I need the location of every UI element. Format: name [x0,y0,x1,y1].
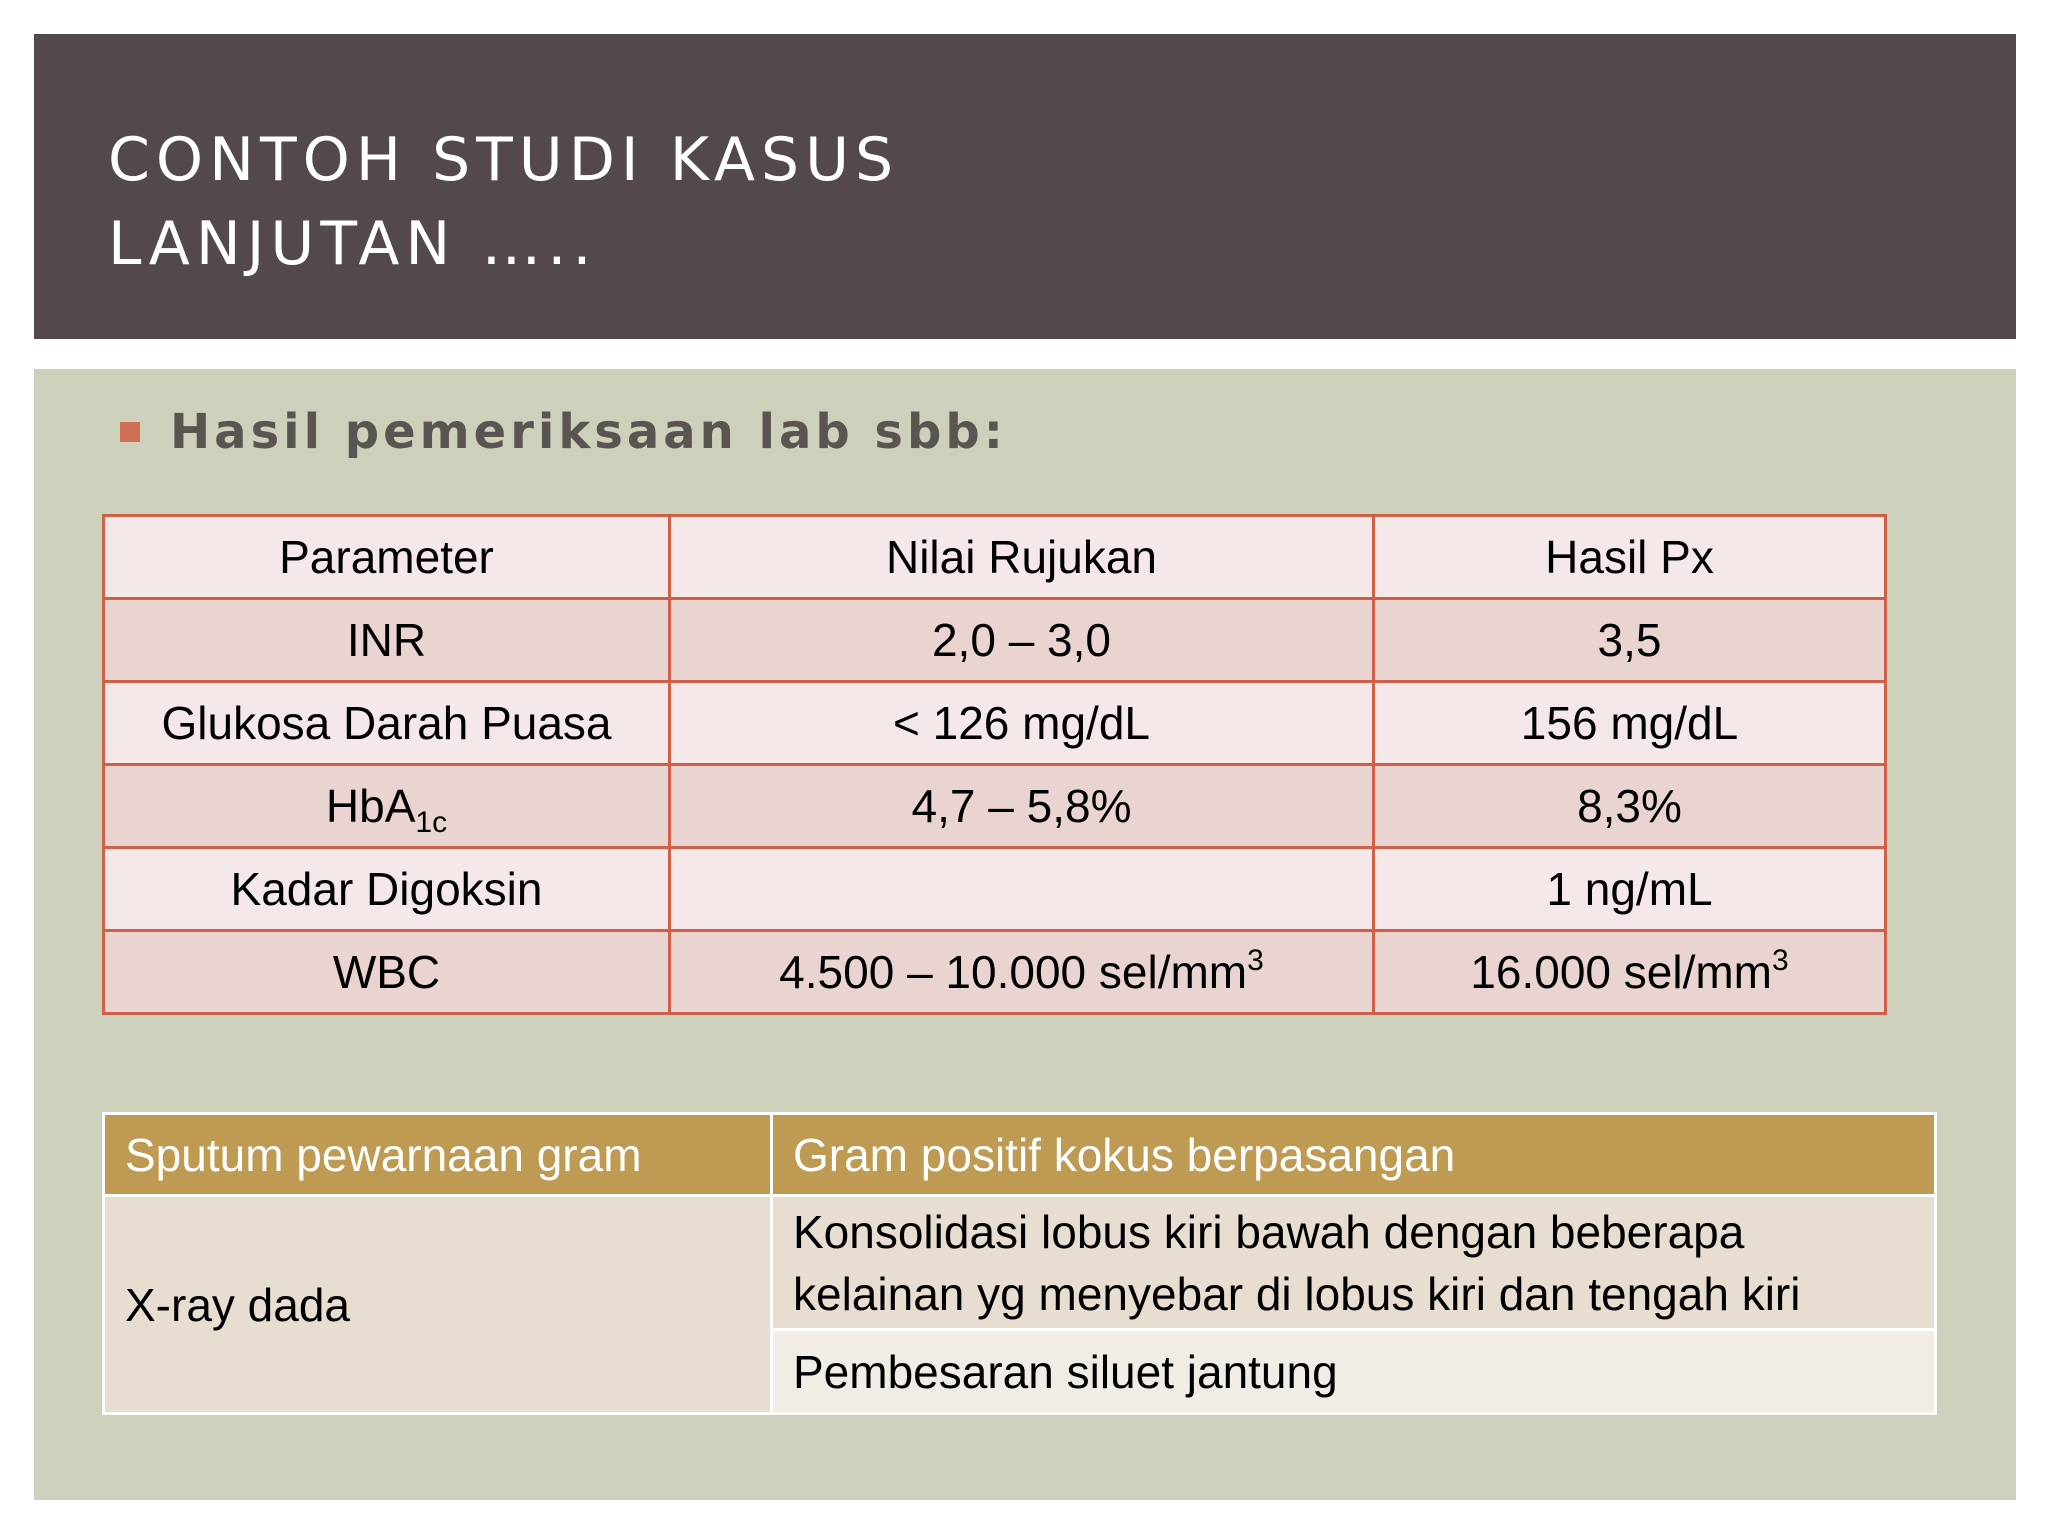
header-parameter: Parameter [104,516,670,599]
table-row [104,765,1886,848]
lab-results-table [102,514,1887,1015]
slide-title-line-2: LANJUTAN ….. [108,209,598,279]
reference-superscript: 3 [1247,944,1264,977]
parameter-text: HbA [325,780,416,832]
parameter-cell: INR [104,599,670,682]
parameter-cell: Kadar Digoksin [104,848,670,931]
table-row [104,1196,1936,1330]
reference-text: 4.500 – 10.000 sel/mm [779,946,1248,998]
findings-table [102,1112,1937,1415]
square-bullet-icon [120,422,140,442]
parameter-cell: WBC [104,931,670,1014]
table-row [104,931,1886,1014]
reference-cell [670,931,1374,1014]
reference-cell: 2,0 – 3,0 [670,599,1374,682]
result-cell: 156 mg/dL [1374,682,1886,765]
result-superscript: 3 [1772,944,1789,977]
parameter-cell: Glukosa Darah Puasa [104,682,670,765]
result-cell: 3,5 [1374,599,1886,682]
findings-header-row [104,1114,1936,1196]
reference-cell: < 126 mg/dL [670,682,1374,765]
result-text: 16.000 sel/mm [1470,946,1772,998]
header-reference: Nilai Rujukan [670,516,1374,599]
reference-cell [670,848,1374,931]
table-row [104,682,1886,765]
result-cell: 1 ng/mL [1374,848,1886,931]
xray-finding: Pembesaran siluet jantung [772,1330,1936,1414]
parameter-cell [104,765,670,848]
result-cell [1374,931,1886,1014]
sputum-result: Gram positif kokus berpasangan [772,1114,1936,1196]
sputum-label: Sputum pewarnaan gram [104,1114,772,1196]
parameter-subscript: 1c [415,806,448,839]
slide-title-line-1: CONTOH STUDI KASUS [108,125,900,195]
result-cell: 8,3% [1374,765,1886,848]
header-result: Hasil Px [1374,516,1886,599]
table-header-row [104,516,1886,599]
xray-label: X-ray dada [104,1196,772,1414]
xray-finding: Konsolidasi lobus kiri bawah dengan beberapa kelainan yg menyebar di lobus kiri dan tengah kiri [772,1196,1936,1330]
reference-cell: 4,7 – 5,8% [670,765,1374,848]
table-row [104,848,1886,931]
table-row [104,599,1886,682]
slide-title [108,118,899,286]
bullet-text: Hasil pemeriksaan lab sbb: [170,404,1007,460]
